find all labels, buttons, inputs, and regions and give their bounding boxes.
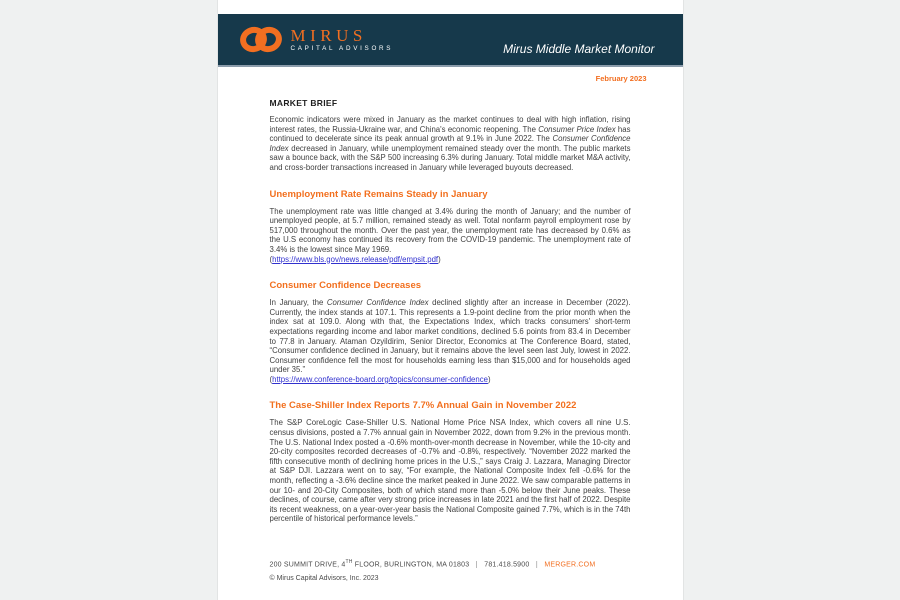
text-run: 781.418.5900 (484, 561, 530, 568)
text-run: decreased in January, while unemployment remained steady over the month. The public markets saw a bounce back, with the S&P 500 increasing 6.3% during January. Total middle market M&A activity, and cross-border transactions increased in January while leveraged buyouts decreased. (269, 143, 631, 172)
newsletter-title: Mirus Middle Market Monitor (503, 42, 655, 56)
text-run: Economic indicators were mixed in January as the market continues to deal with high inflation, rising interest rates, the Russia-Ukraine war, and China's economic reopening. The (269, 115, 631, 134)
separator: | (529, 561, 545, 568)
mirus-logo (240, 27, 394, 52)
text-run: The unemployment rate was little changed at 3.4% during the month of January; and the number of unemployed people, at 5.7 million, remained steady as well. Total nonfarm payroll employment rose by 517,000 throughout the month. Over the past year, the unemployment rate has decreased by 0.6% as the U.S economy has continued its recovery from the COVID-19 pandemic. The unemployment rate of 3.4% is the lowest since May 1969. (269, 206, 631, 254)
section-heading: Consumer Confidence Decreases (269, 280, 422, 292)
section-heading: MARKET BRIEF (269, 98, 338, 108)
text-run: declined slightly after an increase in December (2022). Currently, the index stands at 107.1. This represents a 1.9-point decline from the prior month when the index sat at 109.0. Along with that, the Expectations Index, which tracks consumers' short-term expectations regarding income and labor market conditions, declined 5.6 points from 83.4 in December to 77.8 in January. Ataman Ozyildirim, Senior Director, Economics at The Conference Board, stated, “Consumer confidence declined in January, but it remains above the level seen last July, lowest in 2022. Consumer confidence fell the most for households earning less than $15,000 and for households aged under 35.” (269, 298, 631, 375)
logo-tagline: CAPITAL ADVISORS (290, 44, 394, 52)
text-run: ( (269, 254, 273, 264)
header-banner (218, 14, 683, 67)
text-run: 200 SUMMIT DRIVE, 4 (269, 561, 346, 568)
footer (218, 559, 683, 600)
text-run: In January, the (269, 298, 327, 308)
source-link-line (270, 375, 631, 385)
body-paragraph (270, 418, 631, 524)
text-run: ( (269, 374, 273, 384)
content (218, 83, 683, 533)
body-paragraph (270, 115, 631, 173)
text-run: FLOOR, BURLINGTON, MA 01803 (352, 561, 470, 568)
newsletter-page (217, 0, 684, 600)
merger-com-link[interactable]: MERGER.COM (544, 561, 596, 568)
section-heading: Unemployment Rate Remains Steady in January (269, 188, 488, 200)
hyperlink[interactable]: https://www.bls.gov/news.release/pdf/empsit.pdf (272, 254, 439, 264)
section-heading: The Case-Shiller Index Reports 7.7% Annual Gain in November 2022 (269, 400, 577, 412)
issue-date: February 2023 (595, 74, 647, 83)
logo-text (291, 27, 394, 52)
text-run: Consumer Price Index (538, 124, 616, 134)
text-run: Consumer Confidence Index (269, 134, 631, 153)
logo-brand-text: MIRUS (290, 25, 367, 45)
text-run: has continued to decelerate since its peak annual growth at 9.1% in June 2022. The (269, 124, 631, 144)
separator: | (469, 561, 485, 568)
body-paragraph (270, 207, 631, 255)
text-run: Consumer Confidence Index (326, 298, 429, 308)
body-paragraph (270, 298, 631, 375)
footer-contact-line (270, 559, 631, 568)
interlocking-rings-icon (240, 27, 282, 52)
hyperlink[interactable]: https://www.conference-board.org/topics/consumer-confidence (272, 374, 488, 384)
text-run: ) (438, 254, 441, 264)
text-run: The S&P CoreLogic Case-Shiller U.S. National Home Price NSA Index, which covers all nine U.S. census divisions, posted a 7.7% annual gain in November 2022, down from 9.2% in the previous month. The U.S. National Index posted a -0.6% month-over-month decrease in November, while the 10-city and 20-city composites recorded decreases of -0.7% and -0.8%, respectively. “November 2022 marked the fifth consecutive month of declining home prices in the U.S.,” says Craig J. Lazzara, Managing Director at S&P DJI. Lazzara went on to say, “For example, the National Composite Index fell -0.6% for the month, reflecting a -3.6% decline since the market peaked in June 2022. We saw comparable patterns in our 10- and 20-City Composites, both of which stand more than -5.0% below their June peaks. These declines, of course, came after very strong price increases in late 2021 and the first half of 2022. Despite its recent weakness, on a year-over-year basis the National Composite gained 7.7%, which is in the 74th percentile of historical performance levels.” (269, 418, 631, 524)
text-run: ) (487, 374, 491, 384)
source-link-line (270, 255, 631, 265)
copyright: © Mirus Capital Advisors, Inc. 2023 (269, 575, 379, 582)
text-run: TH (345, 558, 353, 565)
